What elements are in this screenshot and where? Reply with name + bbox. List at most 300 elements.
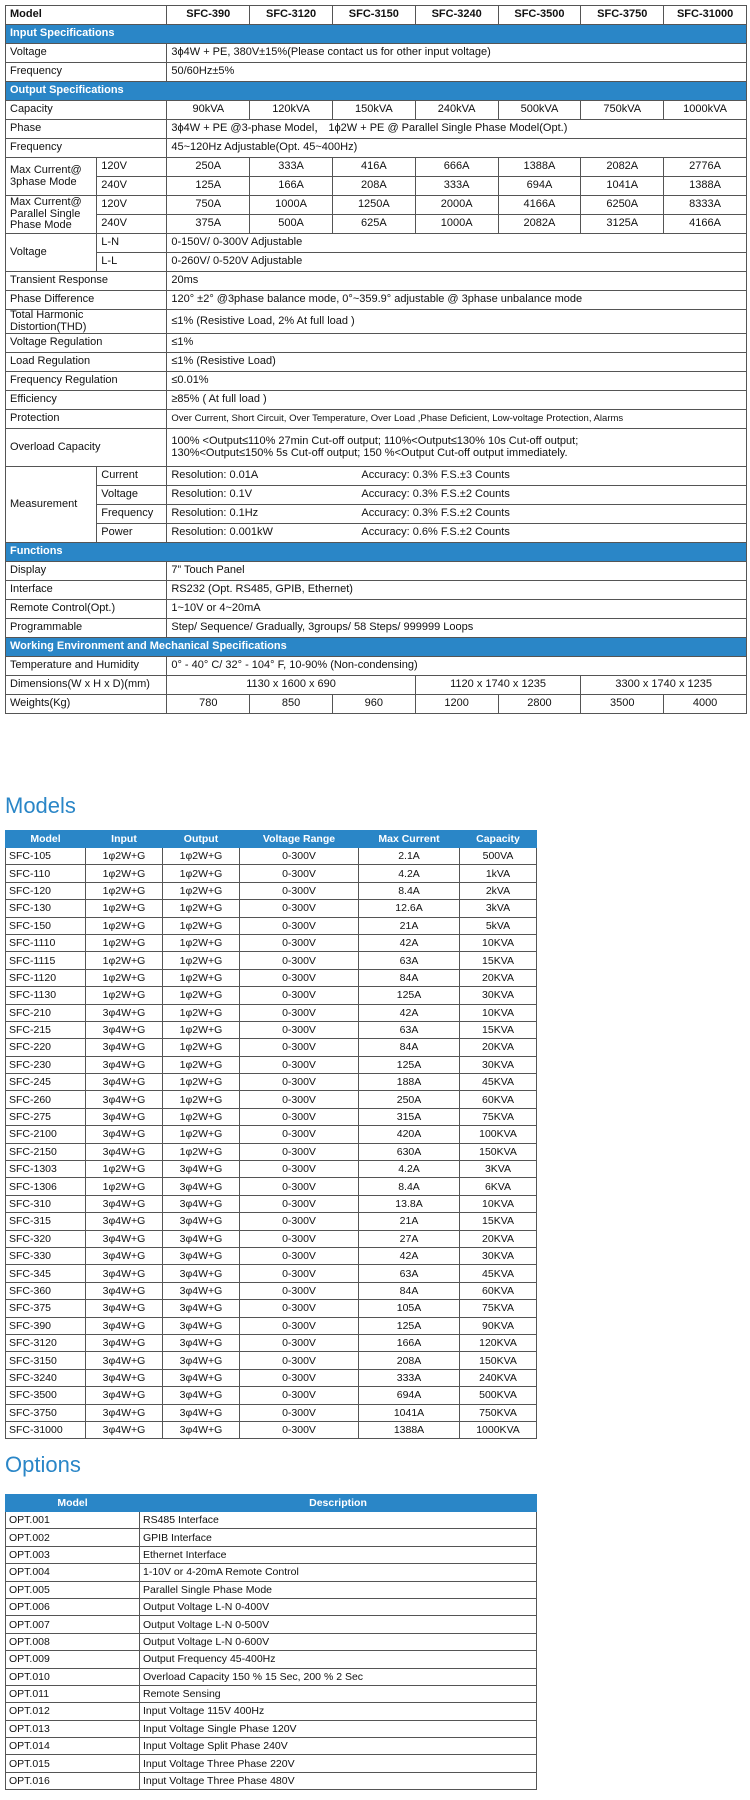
model-cell: 1φ2W+G (86, 952, 163, 969)
model-cell: SFC-3500 (6, 1387, 86, 1404)
model-name-header: SFC-3500 (498, 6, 581, 25)
model-cell: 0-300V (240, 1265, 359, 1282)
model-cell: SFC-215 (6, 1021, 86, 1038)
model-cell: SFC-275 (6, 1108, 86, 1125)
spec-value: 0-260V/ 0-520V Adjustable (167, 253, 747, 272)
model-row (6, 1021, 537, 1038)
model-cell: 125A (359, 987, 460, 1004)
option-cell: GPIB Interface (140, 1529, 537, 1546)
spec-value: ≥85% ( At full load ) (167, 391, 747, 410)
measurement-kind: Frequency (97, 505, 167, 524)
model-row (6, 1004, 537, 1021)
current-value: 375A (167, 215, 250, 234)
model-cell: 0-300V (240, 1178, 359, 1195)
spec-label: Frequency (6, 139, 167, 158)
model-cell: 20KVA (460, 969, 537, 986)
current-value: 2082A (581, 158, 664, 177)
output-voltage-row (6, 253, 747, 272)
model-cell: 120KVA (460, 1334, 537, 1351)
model-cell: 1φ2W+G (163, 1126, 240, 1143)
model-cell: 0-300V (240, 1056, 359, 1073)
models-column-header: Voltage Range (240, 831, 359, 848)
model-cell: SFC-120 (6, 882, 86, 899)
spec-label: Load Regulation (6, 353, 167, 372)
model-cell: SFC-1115 (6, 952, 86, 969)
model-cell: 0-300V (240, 1039, 359, 1056)
option-row (6, 1529, 537, 1546)
measurement-row (6, 505, 747, 524)
option-cell: OPT.011 (6, 1685, 140, 1702)
current-value: 1000A (415, 215, 498, 234)
option-cell: Output Frequency 45-400Hz (140, 1651, 537, 1668)
model-row (6, 1300, 537, 1317)
option-row (6, 1703, 537, 1720)
model-cell: 3φ4W+G (86, 1195, 163, 1212)
model-row (6, 934, 537, 951)
model-cell: 3φ4W+G (163, 1282, 240, 1299)
model-cell: SFC-210 (6, 1004, 86, 1021)
spec-value: 0-150V/ 0-300V Adjustable (167, 234, 747, 253)
weight-value: 3500 (581, 695, 664, 714)
model-cell: 3φ4W+G (163, 1352, 240, 1369)
model-cell: 27A (359, 1230, 460, 1247)
dimension-value: 3300 x 1740 x 1235 (581, 676, 747, 695)
model-row (6, 1126, 537, 1143)
model-cell: SFC-105 (6, 848, 86, 865)
current-value: 2776A (664, 158, 747, 177)
measurement-kind: Current (97, 467, 167, 486)
max_current_3p-row (6, 177, 747, 196)
options-column-header: Model (6, 1495, 140, 1512)
option-cell: OPT.002 (6, 1529, 140, 1546)
spec-label: Display (6, 562, 167, 581)
model-cell: 42A (359, 1247, 460, 1264)
spec-label: Efficiency (6, 391, 167, 410)
option-row (6, 1616, 537, 1633)
model-cell: 1φ2W+G (163, 1074, 240, 1091)
model-cell: 3φ4W+G (86, 1300, 163, 1317)
spec-value: ≤1% (Resistive Load, 2% At full load ) (167, 310, 747, 334)
model-cell: 3KVA (460, 1161, 537, 1178)
voltage-level: 120V (97, 158, 167, 177)
model-cell: 333A (359, 1369, 460, 1386)
model-cell: 315A (359, 1108, 460, 1125)
models-column-header: Output (163, 831, 240, 848)
model-cell: 1φ2W+G (86, 848, 163, 865)
model-cell: 1φ2W+G (86, 969, 163, 986)
current-value: 6250A (581, 196, 664, 215)
spec-value: 7” Touch Panel (167, 562, 747, 581)
option-cell: Output Voltage L-N 0-400V (140, 1598, 537, 1615)
model-cell: 3φ4W+G (86, 1213, 163, 1230)
model-cell: 0-300V (240, 1282, 359, 1299)
section-header-functions (6, 543, 747, 562)
measurement-row (6, 524, 747, 543)
model-cell: 10KVA (460, 1195, 537, 1212)
spec-header-row (6, 6, 747, 25)
model-cell: 5kVA (460, 917, 537, 934)
option-cell: Input Voltage 115V 400Hz (140, 1703, 537, 1720)
section-header-environment (6, 638, 747, 657)
model-cell: 3φ4W+G (163, 1387, 240, 1404)
spec-label: Frequency Regulation (6, 372, 167, 391)
spec-label: Temperature and Humidity (6, 657, 167, 676)
model-cell: 420A (359, 1126, 460, 1143)
model-cell: 1φ2W+G (163, 987, 240, 1004)
model-cell: 3φ4W+G (163, 1265, 240, 1282)
model-cell: 1φ2W+G (86, 865, 163, 882)
model-cell: 90KVA (460, 1317, 537, 1334)
model-cell: 84A (359, 1039, 460, 1056)
model-cell: 30KVA (460, 1056, 537, 1073)
model-cell: 12.6A (359, 900, 460, 917)
model-cell: 21A (359, 917, 460, 934)
voltage-level: 240V (97, 177, 167, 196)
model-cell: 3φ4W+G (86, 1091, 163, 1108)
model-cell: 100KVA (460, 1126, 537, 1143)
model-cell: 1φ2W+G (86, 934, 163, 951)
option-cell: OPT.005 (6, 1581, 140, 1598)
model-cell: 3φ4W+G (163, 1247, 240, 1264)
weight-value: 960 (332, 695, 415, 714)
model-cell: 60KVA (460, 1282, 537, 1299)
spec-label: Overload Capacity (6, 429, 167, 467)
model-cell: SFC-1120 (6, 969, 86, 986)
model-cell: SFC-1306 (6, 1178, 86, 1195)
model-cell: 0-300V (240, 1247, 359, 1264)
model-cell: 1388A (359, 1421, 460, 1438)
model-cell: 1φ2W+G (86, 1178, 163, 1195)
option-row (6, 1668, 537, 1685)
model-cell: SFC-1303 (6, 1161, 86, 1178)
option-cell: OPT.015 (6, 1755, 140, 1772)
temperature-row (6, 657, 747, 676)
model-cell: 240KVA (460, 1369, 537, 1386)
current-value: 4166A (498, 196, 581, 215)
spec-label: Frequency (6, 63, 167, 82)
model-cell: 0-300V (240, 1230, 359, 1247)
spec-row (6, 372, 747, 391)
measurement-value (167, 505, 747, 524)
model-cell: 0-300V (240, 1369, 359, 1386)
spec-label: Weights(Kg) (6, 695, 167, 714)
model-row (6, 900, 537, 917)
model-cell: SFC-2100 (6, 1126, 86, 1143)
model-cell: 8.4A (359, 1178, 460, 1195)
option-cell: OPT.001 (6, 1512, 140, 1529)
current-value: 4166A (664, 215, 747, 234)
model-cell: 1φ2W+G (163, 865, 240, 882)
model-cell: 3φ4W+G (86, 1387, 163, 1404)
options-title: Options (5, 1452, 81, 1477)
current-value: 1250A (332, 196, 415, 215)
model-cell: 0-300V (240, 848, 359, 865)
spec-row (6, 410, 747, 429)
model-cell: SFC-315 (6, 1213, 86, 1230)
option-cell: OPT.003 (6, 1546, 140, 1563)
model-cell: 84A (359, 1282, 460, 1299)
model-cell: 3φ4W+G (163, 1317, 240, 1334)
model-cell: 45KVA (460, 1265, 537, 1282)
model-cell: 1φ2W+G (86, 1161, 163, 1178)
model-cell: SFC-260 (6, 1091, 86, 1108)
model-cell: 63A (359, 1021, 460, 1038)
model-cell: 0-300V (240, 1404, 359, 1421)
models-title: Models (5, 793, 76, 818)
model-cell: 3φ4W+G (86, 1352, 163, 1369)
current-value: 750A (167, 196, 250, 215)
model-cell: 0-300V (240, 1091, 359, 1108)
output-voltage-row (6, 234, 747, 253)
model-cell: 0-300V (240, 1161, 359, 1178)
options-column-header: Description (140, 1495, 537, 1512)
section-title: Functions (6, 543, 747, 562)
model-cell: 3φ4W+G (86, 1126, 163, 1143)
model-cell: 84A (359, 969, 460, 986)
model-row (6, 1247, 537, 1264)
model-row (6, 1230, 537, 1247)
model-cell: 3φ4W+G (163, 1161, 240, 1178)
model-cell: 1φ2W+G (163, 1108, 240, 1125)
option-row (6, 1720, 537, 1737)
option-row (6, 1651, 537, 1668)
model-cell: SFC-3240 (6, 1369, 86, 1386)
model-cell: 1φ2W+G (163, 1056, 240, 1073)
model-row (6, 1387, 537, 1404)
model-cell: 3φ4W+G (86, 1334, 163, 1351)
option-cell: Input Voltage Three Phase 480V (140, 1772, 537, 1789)
section-header-input (6, 25, 747, 44)
model-row (6, 1213, 537, 1230)
model-cell: 15KVA (460, 1213, 537, 1230)
model-row (6, 865, 537, 882)
model-cell: 3φ4W+G (86, 1108, 163, 1125)
model-cell: 3φ4W+G (86, 1247, 163, 1264)
model-cell: 3φ4W+G (86, 1230, 163, 1247)
model-cell: 150KVA (460, 1143, 537, 1160)
model-cell: SFC-390 (6, 1317, 86, 1334)
model-cell: SFC-230 (6, 1056, 86, 1073)
options-table (5, 1494, 537, 1790)
measurement-value (167, 467, 747, 486)
model-cell: SFC-3120 (6, 1334, 86, 1351)
model-cell: 15KVA (460, 1021, 537, 1038)
input-voltage-row (6, 44, 747, 63)
model-cell: 3φ4W+G (86, 1404, 163, 1421)
model-cell: 3φ4W+G (86, 1369, 163, 1386)
model-cell: 42A (359, 1004, 460, 1021)
spec-value: ≤1% (Resistive Load) (167, 353, 747, 372)
model-cell: 30KVA (460, 987, 537, 1004)
model-cell: 10KVA (460, 1004, 537, 1021)
model-cell: SFC-3750 (6, 1404, 86, 1421)
option-cell: OPT.006 (6, 1598, 140, 1615)
model-cell: 3φ4W+G (163, 1195, 240, 1212)
option-cell: Overload Capacity 150 % 15 Sec, 200 % 2 Sec (140, 1668, 537, 1685)
spec-value: 45~120Hz Adjustable(Opt. 45~400Hz) (167, 139, 747, 158)
model-cell: 208A (359, 1352, 460, 1369)
current-value: 8333A (664, 196, 747, 215)
model-cell: 1φ2W+G (163, 952, 240, 969)
model-cell: 3φ4W+G (163, 1213, 240, 1230)
model-cell: 1φ2W+G (163, 917, 240, 934)
option-row (6, 1564, 537, 1581)
model-row (6, 848, 537, 865)
model-cell: 75KVA (460, 1108, 537, 1125)
spec-row (6, 291, 747, 310)
spec-label: Max Current@ Parallel Single Phase Mode (6, 196, 97, 234)
model-cell: 45KVA (460, 1074, 537, 1091)
model-cell: 166A (359, 1334, 460, 1351)
model-cell: 3φ4W+G (163, 1334, 240, 1351)
spec-label: Phase (6, 120, 167, 139)
model-cell: 60KVA (460, 1091, 537, 1108)
model-cell: SFC-3150 (6, 1352, 86, 1369)
accuracy-text: Accuracy: 0.3% F.S.±3 Counts (361, 469, 510, 482)
spec-label: Interface (6, 581, 167, 600)
spec-label: Dimensions(W x H x D)(mm) (6, 676, 167, 695)
option-row (6, 1512, 537, 1529)
capacity-value: 150kVA (332, 101, 415, 120)
dimension-value: 1130 x 1600 x 690 (167, 676, 415, 695)
spec-value: ≤0.01% (167, 372, 747, 391)
model-cell: 3φ4W+G (163, 1404, 240, 1421)
model-row (6, 917, 537, 934)
accuracy-text: Accuracy: 0.6% F.S.±2 Counts (361, 526, 510, 539)
model-cell: 63A (359, 1265, 460, 1282)
current-value: 625A (332, 215, 415, 234)
spec-label: Voltage Regulation (6, 334, 167, 353)
section-title: Input Specifications (6, 25, 747, 44)
option-cell: OPT.016 (6, 1772, 140, 1789)
resolution-text: Resolution: 0.1Hz (171, 507, 259, 520)
model-cell: 3φ4W+G (86, 1282, 163, 1299)
model-cell: 3φ4W+G (86, 1421, 163, 1438)
resolution-text: Resolution: 0.001kW (171, 526, 273, 539)
model-cell: 0-300V (240, 1143, 359, 1160)
model-cell: 75KVA (460, 1300, 537, 1317)
model-cell: 694A (359, 1387, 460, 1404)
model-cell: 13.8A (359, 1195, 460, 1212)
model-cell: 30KVA (460, 1247, 537, 1264)
spec-row (6, 272, 747, 291)
model-cell: 1φ2W+G (163, 1143, 240, 1160)
measurement-kind: Voltage (97, 486, 167, 505)
model-cell: 1φ2W+G (163, 848, 240, 865)
option-cell: Ethernet Interface (140, 1546, 537, 1563)
model-cell: 0-300V (240, 1021, 359, 1038)
model-cell: SFC-375 (6, 1300, 86, 1317)
current-value: 166A (250, 177, 333, 196)
capacity-value: 500kVA (498, 101, 581, 120)
model-cell: 0-300V (240, 1300, 359, 1317)
spec-label: Max Current@ 3phase Mode (6, 158, 97, 196)
spec-label: Transient Response (6, 272, 167, 291)
model-cell: 1φ2W+G (86, 987, 163, 1004)
spec-table (5, 5, 747, 714)
option-cell: OPT.008 (6, 1633, 140, 1650)
spec-row (6, 391, 747, 410)
model-cell: 15KVA (460, 952, 537, 969)
model-cell: 3φ4W+G (86, 1004, 163, 1021)
model-cell: 1kVA (460, 865, 537, 882)
model-row (6, 987, 537, 1004)
model-cell: 1φ2W+G (86, 917, 163, 934)
model-cell: 2.1A (359, 848, 460, 865)
measurement-kind: Power (97, 524, 167, 543)
model-row (6, 1352, 537, 1369)
current-value: 208A (332, 177, 415, 196)
overload-line: 100% <Output≤110% 27min Cut-off output; 110%<Output≤130% 10s Cut-off output; (171, 435, 579, 448)
function-row (6, 581, 747, 600)
model-name-header: SFC-390 (167, 6, 250, 25)
spec-value: 20ms (167, 272, 747, 291)
weight-value: 4000 (664, 695, 747, 714)
model-cell: 0-300V (240, 934, 359, 951)
model-cell: SFC-130 (6, 900, 86, 917)
current-value: 2082A (498, 215, 581, 234)
capacity-value: 240kVA (415, 101, 498, 120)
spec-label: Capacity (6, 101, 167, 120)
model-cell: 3φ4W+G (86, 1039, 163, 1056)
model-name-header: SFC-3120 (250, 6, 333, 25)
model-cell: 0-300V (240, 1195, 359, 1212)
model-cell: 3φ4W+G (86, 1265, 163, 1282)
model-cell: 0-300V (240, 1352, 359, 1369)
dimension-value: 1120 x 1740 x 1235 (415, 676, 581, 695)
model-row (6, 1317, 537, 1334)
model-cell: 0-300V (240, 1421, 359, 1438)
model-cell: 1φ2W+G (86, 882, 163, 899)
option-row (6, 1755, 537, 1772)
option-cell: OPT.014 (6, 1738, 140, 1755)
model-cell: 3φ4W+G (86, 1317, 163, 1334)
model-cell: 42A (359, 934, 460, 951)
model-row (6, 1039, 537, 1056)
current-value: 416A (332, 158, 415, 177)
option-cell: Input Voltage Single Phase 120V (140, 1720, 537, 1737)
model-cell: 3φ4W+G (86, 1143, 163, 1160)
model-cell: 0-300V (240, 1004, 359, 1021)
model-cell: 1φ2W+G (163, 1091, 240, 1108)
current-value: 1000A (250, 196, 333, 215)
model-row (6, 1074, 537, 1091)
spec-row (6, 334, 747, 353)
spec-label: Phase Difference (6, 291, 167, 310)
model-cell: 0-300V (240, 1108, 359, 1125)
phase-row (6, 120, 747, 139)
overload-value (167, 429, 747, 467)
model-cell: SFC-110 (6, 865, 86, 882)
model-row (6, 952, 537, 969)
option-row (6, 1772, 537, 1789)
model-cell: SFC-310 (6, 1195, 86, 1212)
model-cell: SFC-220 (6, 1039, 86, 1056)
model-cell: 188A (359, 1074, 460, 1091)
model-cell: 3φ4W+G (163, 1421, 240, 1438)
model-cell: 20KVA (460, 1039, 537, 1056)
option-cell: Remote Sensing (140, 1685, 537, 1702)
model-cell: 1φ2W+G (163, 1021, 240, 1038)
spec-value: ≤1% (167, 334, 747, 353)
model-cell: 1041A (359, 1404, 460, 1421)
capacity-value: 90kVA (167, 101, 250, 120)
option-row (6, 1685, 537, 1702)
spec-value: 50/60Hz±5% (167, 63, 747, 82)
model-row (6, 1108, 537, 1125)
model-cell: 8.4A (359, 882, 460, 899)
option-cell: 1-10V or 4-20mA Remote Control (140, 1564, 537, 1581)
